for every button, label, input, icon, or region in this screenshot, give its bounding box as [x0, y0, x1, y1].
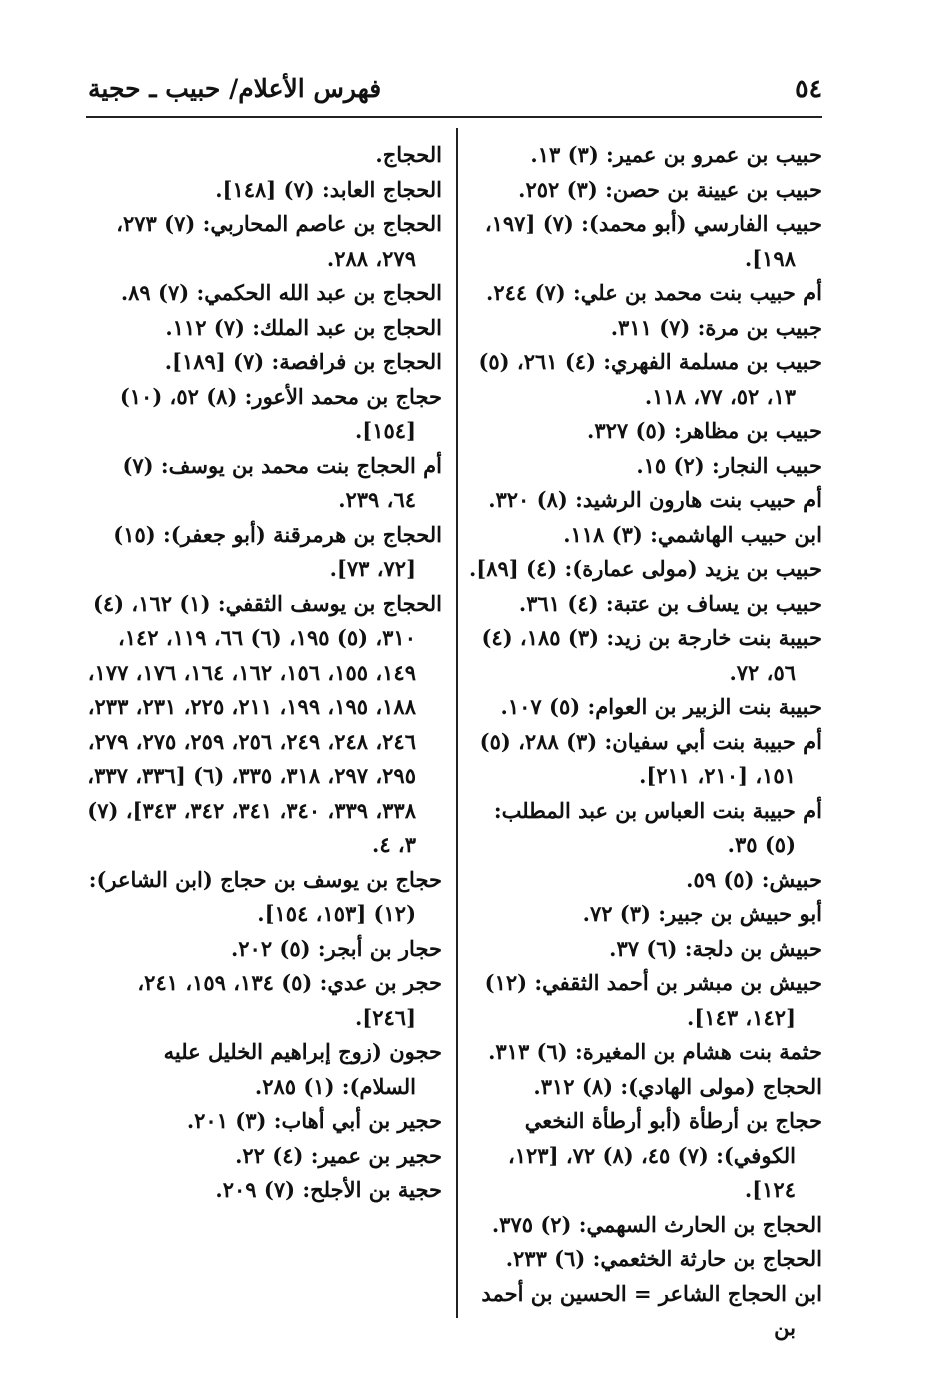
index-entry: الحجاج بن عبد الملك: (٧) ١١٢. [165, 314, 442, 340]
index-entry: حبيب بن عمرو بن عمير: (٣) ١٣. [530, 142, 822, 167]
index-entry: ابن حبيب الهاشمي: (٣) ١١٨. [563, 521, 822, 547]
index-entry: حبيش بن مبشر بن أحمد الثقفي: (١٢) [١٤٢، ١٤٣]. [484, 970, 822, 1030]
index-entry: أم حبيب بنت هارون الرشيد: (٨) ٣٢٠. [488, 487, 822, 512]
index-column-left [86, 138, 442, 1208]
index-entry: الحجاج بن يوسف الثقفي: (١) ١٦٢، (٤) ٣١٠، (٥) ١٩٥، (٦) ٦٦، ١١٩، ١٤٢، ١٤٩، ١٥٥، ١٥٦، ١٦٢، ١٦٤، ١٧٦، ١٧٧، ١٨٨، ١٩٥، ١٩٩، ٢١١، ٢٢٥، ٢٣١، ٢٣٣، ٢٤٦، ٢٤٨، ٢٤٩، ٢٥٦، ٢٥٩، ٢٧٥، ٢٧٩، ٢٩٥، ٢٩٧، ٣١٨، ٣٣٥، (٦) [٣٣٦، ٣٣٧، ٣٣٨، ٣٣٩، ٣٤٠، ٣٤١، ٣٤٢، ٣٤٣]، (٧) ٣، ٤. [87, 590, 442, 857]
index-entry: حبيش: (٥) ٥٩. [686, 866, 822, 892]
index-entry: حجر بن عدي: (٥) ١٣٤، ١٥٩، ٢٤١، [٢٤٦]. [137, 970, 442, 1030]
index-entry: حبيب النجار: (٢) ١٥. [636, 452, 822, 478]
index-entry: حبيش بن دلجة: (٦) ٣٧. [609, 935, 822, 961]
page-number: ٥٤ [795, 73, 822, 103]
index-entry: الحجاج بن عاصم المحاربي: (٧) ٢٧٣، ٢٧٩، ٢٨٨. [116, 211, 442, 271]
index-entry: أم حبيب بنت محمد بن علي: (٧) ٢٤٤. [486, 280, 822, 305]
index-entry: حجير بن عمير: (٤) ٢٢. [235, 1142, 442, 1168]
index-entry: أم الحجاج بنت محمد بن يوسف: (٧) ٦٤، ٢٣٩. [122, 452, 442, 512]
index-entry: ابن الحجاج الشاعر = الحسين بن أحمد بن [481, 1280, 822, 1340]
page-title: فهرس الأعلام/ حبيب ـ حجية [88, 73, 382, 103]
index-entry: أم حبيبة بنت العباس بن عبد المطلب: (٥) ٣٥. [493, 797, 822, 857]
index-entry: حبيب بن مسلمة الفهري: (٤) ٢٦١، (٥) ١٣، ٥٢، ٧٧، ١١٨. [478, 349, 822, 409]
index-entry: الحجاج بن هرمرقنة (أبو جعفر): (١٥) [٧٢، ٧٣]. [113, 521, 442, 581]
index-entry: حبيبة بنت خارجة بن زيد: (٣) ١٨٥، (٤) ٥٦، ٧٢. [481, 625, 822, 685]
column-divider [456, 128, 458, 1318]
index-entry: الحجاج. [375, 142, 442, 167]
index-entry: حثمة بنت هشام بن المغيرة: (٦) ٣١٣. [488, 1039, 822, 1064]
header-rule [86, 116, 822, 118]
index-entry: الحجاج العابد: (٧) [١٤٨]. [215, 176, 442, 202]
index-entry: حجار بن أبجر: (٥) ٢٠٢. [230, 935, 442, 961]
index-entry: أبو حبيش بن جبير: (٣) ٧٢. [582, 901, 822, 926]
index-entry: حجاج بن محمد الأعور: (٨) ٥٢، (١٠) [١٥٤]. [119, 383, 442, 443]
index-entry: الحجاج بن الحارث السهمي: (٢) ٣٧٥. [491, 1211, 822, 1237]
index-entry: حبيب الفارسي (أبو محمد): (٧) [١٩٧، ١٩٨]. [484, 211, 822, 271]
index-entry: حبيب بن يساف بن عتبة: (٤) ٣٦١. [518, 590, 822, 616]
index-entry: أم حبيبة بنت أبي سفيان: (٣) ٢٨٨، (٥) ١٥١، [٢١٠، ٢١١]. [479, 728, 822, 788]
index-entry: حجية بن الأجلح: (٧) ٢٠٩. [215, 1177, 442, 1202]
index-entry: حبيب بن يزيد (مولى عمارة): (٤) [٨٩]. [468, 556, 822, 581]
index-entry: جبيب بن مرة: (٧) ٣١١. [610, 314, 822, 340]
index-entry: الحجاج بن حارثة الخثعمي: (٦) ٢٣٣. [505, 1246, 822, 1271]
index-entry: حبيب بن مظاهر: (٥) ٣٢٧. [587, 418, 822, 443]
index-entry: الحجاج (مولى الهادي): (٨) ٣١٢. [533, 1073, 822, 1099]
index-entry: الحجاج بن فرافصة: (٧) [١٨٩]. [164, 349, 442, 374]
index-column-right [462, 138, 822, 1346]
index-entry: حجاج بن يوسف بن حجاج (ابن الشاعر): (١٢) [١٥٣، ١٥٤]. [88, 866, 442, 926]
index-entry: حبيب بن عيينة بن حصن: (٣) ٢٥٢. [518, 176, 822, 202]
index-entry: الحجاج بن عبد الله الحكمي: (٧) ٨٩. [120, 280, 442, 305]
index-entry: حجير بن أبي أهاب: (٣) ٢٠١. [186, 1108, 442, 1133]
index-entry: حبيبة بنت الزبير بن العوام: (٥) ١٠٧. [500, 694, 822, 719]
index-entry: حجاج بن أرطأة (أبو أرطأة النخعي الكوفي): (٧) ٤٥، (٨) ٧٢، [١٢٣، ١٢٤]. [507, 1108, 822, 1202]
page-header [88, 66, 822, 110]
index-entry: حجون (زوج إبراهيم الخليل عليه السلام): (١) ٢٨٥. [163, 1039, 442, 1099]
